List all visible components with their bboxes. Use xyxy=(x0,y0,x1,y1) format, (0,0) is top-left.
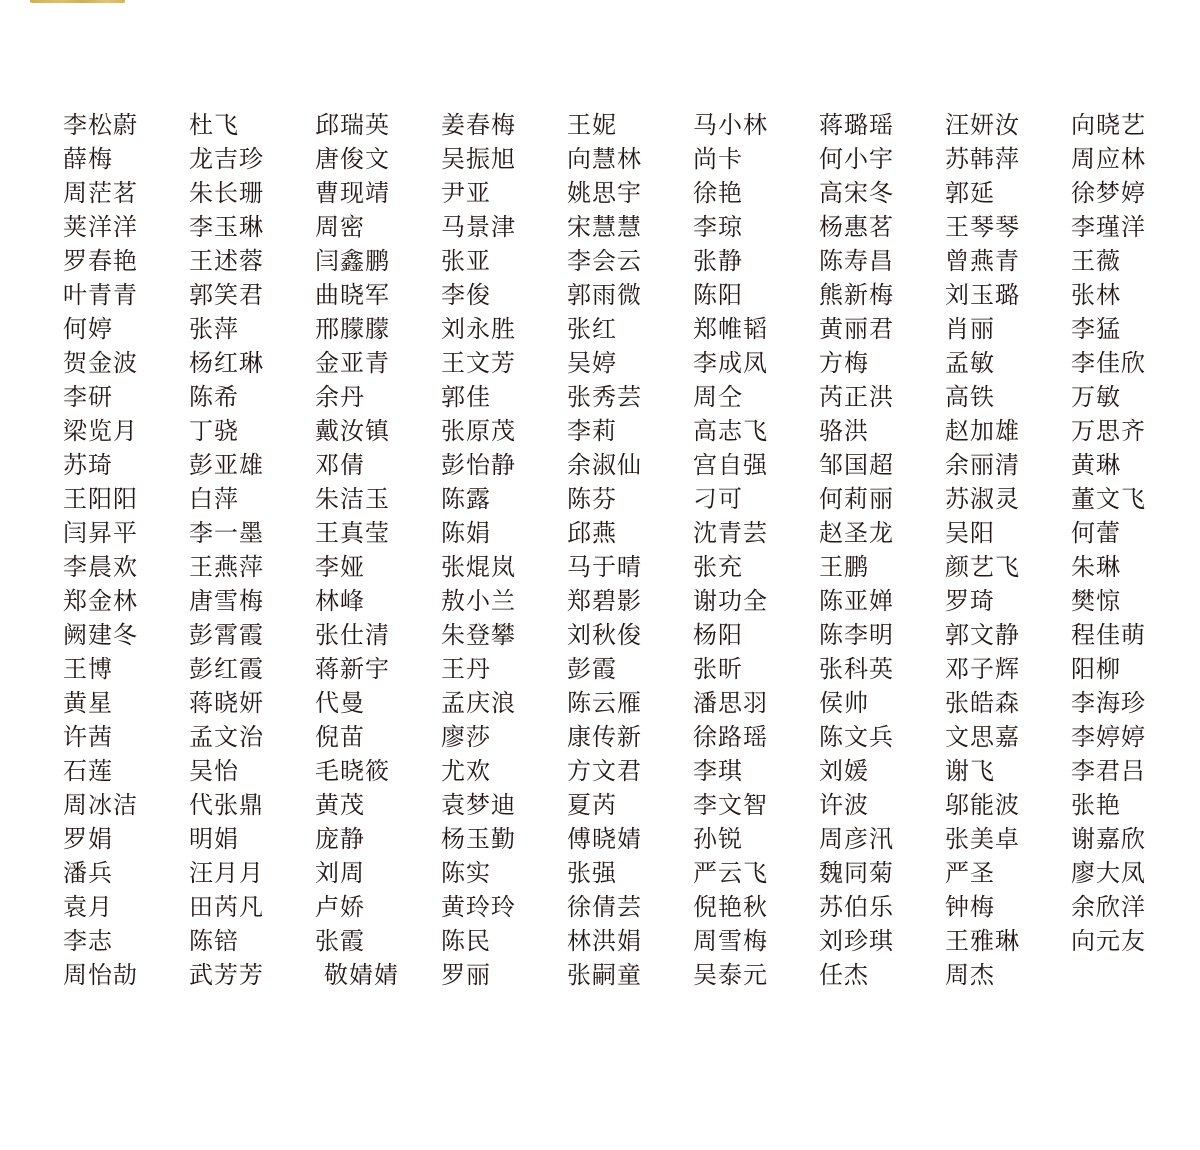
roster-name: 邱瑞英 xyxy=(315,111,390,139)
roster-name: 尚卡 xyxy=(693,145,743,173)
roster-name: 罗琦 xyxy=(945,587,995,615)
roster-name: 张秀芸 xyxy=(567,383,642,411)
roster-name: 周雪梅 xyxy=(693,927,768,955)
roster-name: 代曼 xyxy=(315,689,365,717)
roster-name: 郭雨微 xyxy=(567,281,642,309)
roster-name: 陈阳 xyxy=(693,281,743,309)
roster-name: 龙吉珍 xyxy=(189,145,264,173)
roster-name: 苏淑灵 xyxy=(945,485,1020,513)
roster-name: 李志 xyxy=(63,927,113,955)
roster-name: 沈青芸 xyxy=(693,519,768,547)
roster-name: 高志飞 xyxy=(693,417,768,445)
roster-name: 武芳芳 xyxy=(189,961,264,989)
roster-name: 向慧林 xyxy=(567,145,642,173)
roster-name: 张皓森 xyxy=(945,689,1020,717)
roster-name: 梁览月 xyxy=(63,417,138,445)
roster-name: 白萍 xyxy=(189,485,239,513)
roster-name: 熊新梅 xyxy=(819,281,894,309)
roster-name: 邢朦朦 xyxy=(315,315,390,343)
roster-name: 石莲 xyxy=(63,757,113,785)
roster-name: 朱登攀 xyxy=(441,621,516,649)
roster-name: 任杰 xyxy=(819,961,869,989)
roster-name: 徐倩芸 xyxy=(567,893,642,921)
roster-name: 代张鼎 xyxy=(189,791,264,819)
roster-name: 林洪娟 xyxy=(567,927,642,955)
roster-name: 曹现靖 xyxy=(315,179,390,207)
roster-name: 朱长珊 xyxy=(189,179,264,207)
roster-name: 邱燕 xyxy=(567,519,617,547)
roster-name: 苏伯乐 xyxy=(819,893,894,921)
roster-name: 李婷婷 xyxy=(1071,723,1146,751)
roster-name: 孟文治 xyxy=(189,723,264,751)
roster-name: 王阳阳 xyxy=(63,485,138,513)
roster-name: 黄茂 xyxy=(315,791,365,819)
roster-name: 许茜 xyxy=(63,723,113,751)
roster-name: 周仝 xyxy=(693,383,743,411)
roster-name: 杜飞 xyxy=(189,111,239,139)
roster-name: 王真莹 xyxy=(315,519,390,547)
roster-name: 张仕清 xyxy=(315,621,390,649)
roster-name: 张霞 xyxy=(315,927,365,955)
roster-name: 万思齐 xyxy=(1071,417,1146,445)
roster-name: 袁月 xyxy=(63,893,113,921)
roster-name: 周怡劼 xyxy=(63,961,138,989)
roster-name: 王燕萍 xyxy=(189,553,264,581)
roster-name: 姜春梅 xyxy=(441,111,516,139)
roster-name: 王述蓉 xyxy=(189,247,264,275)
roster-name: 李猛 xyxy=(1071,315,1121,343)
roster-name: 张亚 xyxy=(441,247,491,275)
roster-name: 李研 xyxy=(63,383,113,411)
roster-name: 吴阳 xyxy=(945,519,995,547)
roster-name: 方文君 xyxy=(567,757,642,785)
roster-name: 肖丽 xyxy=(945,315,995,343)
roster-name: 周杰 xyxy=(945,961,995,989)
roster-name: 魏同菊 xyxy=(819,859,894,887)
roster-name: 何婷 xyxy=(63,315,113,343)
roster-name: 陈寿昌 xyxy=(819,247,894,275)
roster-name: 孙锐 xyxy=(693,825,743,853)
roster-name: 李琼 xyxy=(693,213,743,241)
roster-name: 郭笑君 xyxy=(189,281,264,309)
roster-name: 敬婧婧 xyxy=(324,961,399,989)
roster-name: 赵圣龙 xyxy=(819,519,894,547)
roster-name: 方梅 xyxy=(819,349,869,377)
roster-name: 李成凤 xyxy=(693,349,768,377)
roster-name: 邬能波 xyxy=(945,791,1020,819)
roster-name: 李一墨 xyxy=(189,519,264,547)
roster-name: 唐俊文 xyxy=(315,145,390,173)
roster-name: 严圣 xyxy=(945,859,995,887)
roster-name: 徐路瑶 xyxy=(693,723,768,751)
roster-name: 罗春艳 xyxy=(63,247,138,275)
roster-name: 张科英 xyxy=(819,655,894,683)
roster-name: 余淑仙 xyxy=(567,451,642,479)
roster-name: 闫昇平 xyxy=(63,519,138,547)
roster-name: 周彦汛 xyxy=(819,825,894,853)
roster-name: 蒋新宇 xyxy=(315,655,390,683)
roster-name: 李佳欣 xyxy=(1071,349,1146,377)
roster-name: 张静 xyxy=(693,247,743,275)
roster-name: 刁可 xyxy=(693,485,743,513)
roster-name: 王妮 xyxy=(567,111,617,139)
roster-name: 阙建冬 xyxy=(63,621,138,649)
roster-name: 丁骁 xyxy=(189,417,239,445)
gold-heading-sliver xyxy=(30,0,125,3)
roster-name: 蒋璐瑶 xyxy=(819,111,894,139)
roster-name: 刘玉璐 xyxy=(945,281,1020,309)
roster-name: 向晓艺 xyxy=(1071,111,1146,139)
roster-name: 田芮凡 xyxy=(189,893,264,921)
top-accent-fragment xyxy=(0,0,140,4)
roster-name: 程佳萌 xyxy=(1071,621,1146,649)
roster-name: 王雅琳 xyxy=(945,927,1020,955)
roster-name: 颜艺飞 xyxy=(945,553,1020,581)
roster-name: 陈娟 xyxy=(441,519,491,547)
roster-name: 姚思宇 xyxy=(567,179,642,207)
roster-name: 余欣洋 xyxy=(1071,893,1146,921)
roster-name: 黄丽君 xyxy=(819,315,894,343)
roster-name: 阳柳 xyxy=(1071,655,1121,683)
roster-name: 戴汝镇 xyxy=(315,417,390,445)
roster-name: 杨红琳 xyxy=(189,349,264,377)
roster-name: 郭佳 xyxy=(441,383,491,411)
roster-name: 陈民 xyxy=(441,927,491,955)
roster-name: 张强 xyxy=(567,859,617,887)
roster-name: 杨阳 xyxy=(693,621,743,649)
roster-name: 彭红霞 xyxy=(189,655,264,683)
roster-name: 黄玲玲 xyxy=(441,893,516,921)
roster-name: 郑金林 xyxy=(63,587,138,615)
roster-name: 陈亚婵 xyxy=(819,587,894,615)
roster-name: 李晨欢 xyxy=(63,553,138,581)
roster-name: 杨玉勤 xyxy=(441,825,516,853)
roster-name: 周密 xyxy=(315,213,365,241)
roster-name: 彭霄霞 xyxy=(189,621,264,649)
roster-name: 邓倩 xyxy=(315,451,365,479)
roster-name: 邓子辉 xyxy=(945,655,1020,683)
roster-name: 卢娇 xyxy=(315,893,365,921)
roster-name: 郑碧影 xyxy=(567,587,642,615)
roster-name: 刘秋俊 xyxy=(567,621,642,649)
roster-name: 钟梅 xyxy=(945,893,995,921)
roster-name: 余丽清 xyxy=(945,451,1020,479)
roster-name: 李俊 xyxy=(441,281,491,309)
roster-name: 吴婷 xyxy=(567,349,617,377)
roster-name: 孟庆浪 xyxy=(441,689,516,717)
roster-name: 马小林 xyxy=(693,111,768,139)
roster-name: 陈露 xyxy=(441,485,491,513)
roster-name: 李会云 xyxy=(567,247,642,275)
roster-name: 敖小兰 xyxy=(441,587,516,615)
roster-name: 尤欢 xyxy=(441,757,491,785)
roster-name: 陈希 xyxy=(189,383,239,411)
roster-name: 黄星 xyxy=(63,689,113,717)
roster-name: 贺金波 xyxy=(63,349,138,377)
roster-name: 毛晓筱 xyxy=(315,757,390,785)
roster-name: 吴泰元 xyxy=(693,961,768,989)
roster-name: 高铁 xyxy=(945,383,995,411)
roster-name: 李莉 xyxy=(567,417,617,445)
roster-name: 尹亚 xyxy=(441,179,491,207)
roster-name: 张美卓 xyxy=(945,825,1020,853)
roster-name: 张嗣童 xyxy=(567,961,642,989)
roster-name: 倪艳秋 xyxy=(693,893,768,921)
roster-name: 张昕 xyxy=(693,655,743,683)
roster-name: 李海珍 xyxy=(1071,689,1146,717)
roster-name: 罗娟 xyxy=(63,825,113,853)
roster-name: 王文芳 xyxy=(441,349,516,377)
roster-name: 刘周 xyxy=(315,859,365,887)
roster-name: 倪苗 xyxy=(315,723,365,751)
roster-name: 周应林 xyxy=(1071,145,1146,173)
roster-name: 宋慧慧 xyxy=(567,213,642,241)
roster-name: 吴怡 xyxy=(189,757,239,785)
roster-name: 罗丽 xyxy=(441,961,491,989)
roster-name: 彭怡静 xyxy=(441,451,516,479)
roster-name: 周冰洁 xyxy=(63,791,138,819)
roster-name: 高宋冬 xyxy=(819,179,894,207)
roster-name: 金亚青 xyxy=(315,349,390,377)
roster-name: 王薇 xyxy=(1071,247,1121,275)
roster-name: 何小宇 xyxy=(819,145,894,173)
roster-name: 郭延 xyxy=(945,179,995,207)
roster-name: 李文智 xyxy=(693,791,768,819)
roster-name: 樊惊 xyxy=(1071,587,1121,615)
roster-name: 严云飞 xyxy=(693,859,768,887)
roster-name: 张充 xyxy=(693,553,743,581)
roster-name: 康传新 xyxy=(567,723,642,751)
roster-name: 林峰 xyxy=(315,587,365,615)
roster-name: 朱琳 xyxy=(1071,553,1121,581)
roster-name: 潘兵 xyxy=(63,859,113,887)
roster-name: 苏琦 xyxy=(63,451,113,479)
roster-name: 叶青青 xyxy=(63,281,138,309)
roster-name: 宫自强 xyxy=(693,451,768,479)
roster-name: 陈实 xyxy=(441,859,491,887)
roster-name: 许波 xyxy=(819,791,869,819)
roster-name: 马景津 xyxy=(441,213,516,241)
roster-name: 骆洪 xyxy=(819,417,869,445)
roster-name: 赵加雄 xyxy=(945,417,1020,445)
roster-name: 汪妍汝 xyxy=(945,111,1020,139)
roster-name: 张焜岚 xyxy=(441,553,516,581)
roster-name: 荚洋洋 xyxy=(63,213,138,241)
roster-name: 刘珍琪 xyxy=(819,927,894,955)
roster-name: 文思嘉 xyxy=(945,723,1020,751)
roster-name: 薛梅 xyxy=(63,145,113,173)
roster-name: 李琪 xyxy=(693,757,743,785)
roster-name: 李瑾洋 xyxy=(1071,213,1146,241)
roster-name: 明娟 xyxy=(189,825,239,853)
roster-name: 王丹 xyxy=(441,655,491,683)
roster-name: 闫鑫鹏 xyxy=(315,247,390,275)
roster-name: 张原茂 xyxy=(441,417,516,445)
roster-name: 徐梦婷 xyxy=(1071,179,1146,207)
roster-name: 朱洁玉 xyxy=(315,485,390,513)
roster-name: 李玉琳 xyxy=(189,213,264,241)
roster-name: 唐雪梅 xyxy=(189,587,264,615)
roster-name: 汪月月 xyxy=(189,859,264,887)
roster-name: 张萍 xyxy=(189,315,239,343)
roster-name: 陈李明 xyxy=(819,621,894,649)
roster-name: 陈文兵 xyxy=(819,723,894,751)
roster-name: 彭霞 xyxy=(567,655,617,683)
roster-name: 张林 xyxy=(1071,281,1121,309)
roster-name: 蒋晓妍 xyxy=(189,689,264,717)
roster-name: 曲晓军 xyxy=(315,281,390,309)
roster-name: 王博 xyxy=(63,655,113,683)
roster-name: 陈锫 xyxy=(189,927,239,955)
roster-name: 袁梦迪 xyxy=(441,791,516,819)
roster-name: 张艳 xyxy=(1071,791,1121,819)
roster-name: 向元友 xyxy=(1071,927,1146,955)
roster-name: 黄琳 xyxy=(1071,451,1121,479)
roster-name: 吴振旭 xyxy=(441,145,516,173)
roster-name: 王琴琴 xyxy=(945,213,1020,241)
roster-name: 谢功全 xyxy=(693,587,768,615)
roster-name: 侯帅 xyxy=(819,689,869,717)
roster-name: 李君吕 xyxy=(1071,757,1146,785)
roster-name: 周茫茗 xyxy=(63,179,138,207)
roster-name: 李松蔚 xyxy=(63,111,138,139)
roster-name: 余丹 xyxy=(315,383,365,411)
name-roster-grid xyxy=(63,108,1198,992)
roster-name: 杨惠茗 xyxy=(819,213,894,241)
roster-name: 邹国超 xyxy=(819,451,894,479)
roster-name: 廖大凤 xyxy=(1071,859,1146,887)
roster-name: 孟敏 xyxy=(945,349,995,377)
roster-name: 郑帷韬 xyxy=(693,315,768,343)
roster-name: 廖莎 xyxy=(441,723,491,751)
roster-name: 陈云雁 xyxy=(567,689,642,717)
roster-name: 曾燕青 xyxy=(945,247,1020,275)
roster-name: 董文飞 xyxy=(1071,485,1146,513)
roster-name: 谢嘉欣 xyxy=(1071,825,1146,853)
roster-name: 张红 xyxy=(567,315,617,343)
roster-name: 庞静 xyxy=(315,825,365,853)
roster-name: 芮正洪 xyxy=(819,383,894,411)
roster-name: 潘思羽 xyxy=(693,689,768,717)
roster-name: 郭文静 xyxy=(945,621,1020,649)
roster-name: 徐艳 xyxy=(693,179,743,207)
roster-name: 夏芮 xyxy=(567,791,617,819)
roster-name: 马于晴 xyxy=(567,553,642,581)
roster-name: 陈芬 xyxy=(567,485,617,513)
roster-name: 谢飞 xyxy=(945,757,995,785)
roster-name: 万敏 xyxy=(1071,383,1121,411)
roster-name: 刘媛 xyxy=(819,757,869,785)
roster-name: 何蕾 xyxy=(1071,519,1121,547)
roster-name: 彭亚雄 xyxy=(189,451,264,479)
roster-name: 王鹏 xyxy=(819,553,869,581)
roster-name: 苏韩萍 xyxy=(945,145,1020,173)
roster-name: 刘永胜 xyxy=(441,315,516,343)
roster-name: 傅晓婧 xyxy=(567,825,642,853)
roster-name: 何莉丽 xyxy=(819,485,894,513)
roster-name: 李娅 xyxy=(315,553,365,581)
